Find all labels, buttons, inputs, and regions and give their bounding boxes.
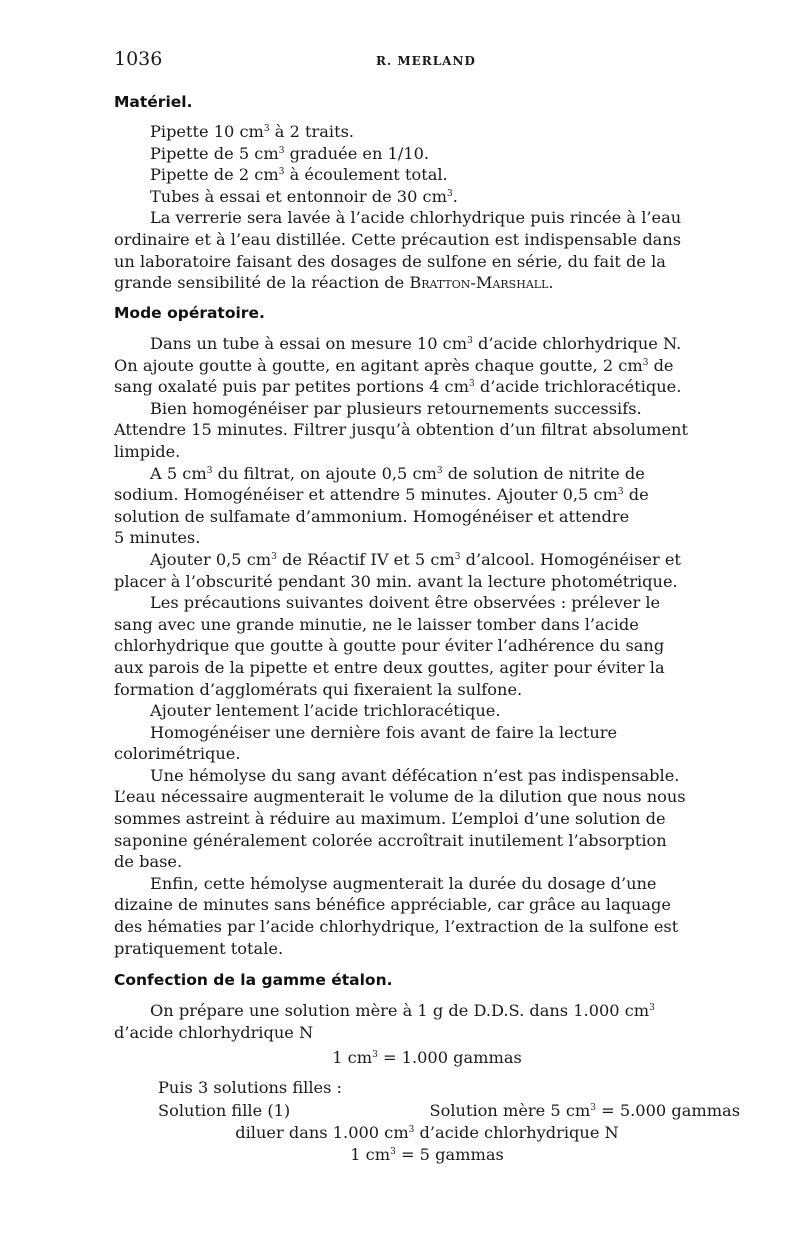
paragraph-line: solution de sulfamate d’ammonium. Homogénéiser et attendre: [114, 506, 630, 526]
paragraph-line: Puis 3 solutions filles :: [158, 1077, 342, 1097]
paragraph-line: Une hémolyse du sang avant défécation n’est pas indispensable.: [150, 765, 680, 785]
paragraph-line: sodium. Homogénéiser et attendre 5 minutes. Ajouter 0,5 $cm^3$ de: [114, 485, 649, 505]
paragraph-line: Ajouter lentement l’acide trichloracétique.: [150, 701, 501, 721]
paragraph-line: saponine généralement colorée accroîtrait inutilement l’absorption: [114, 830, 667, 850]
paragraph-line: A 5 $cm^3$ du filtrat, on ajoute 0,5 $cm^3$ de solution de nitrite de: [150, 463, 645, 483]
page-number: 1036: [114, 48, 163, 70]
paragraph-line: La verrerie sera lavée à l’acide chlorhydrique puis rincée à l’eau: [150, 208, 682, 228]
paragraph-line: des hématies par l’acide chlorhydrique, l’extraction de la sulfone est: [114, 917, 679, 937]
solution-fille-label: Solution fille (1): [158, 1101, 291, 1121]
paragraph-line: chlorhydrique que goutte à goutte pour éviter l’adhérence du sang: [114, 636, 665, 656]
paragraph-line: pratiquement totale.: [114, 938, 284, 958]
paragraph-line: Dans un tube à essai on mesure 10 $cm^3$ d’acide chlorhydrique N.: [150, 334, 682, 353]
equation: 1 $cm^3 = 5$ gammas: [350, 1144, 504, 1164]
paragraph-line: dizaine de minutes sans bénéfice appréciable, car grâce au laquage: [114, 895, 671, 915]
paragraph-line: Bien homogénéiser par plusieurs retournements successifs.: [150, 398, 642, 418]
running-head: R. MERLAND: [376, 54, 476, 68]
paragraph-line: Attendre 15 minutes. Filtrer jusqu’à obtention d’un filtrat absolument: [114, 420, 688, 440]
paragraph-line: Enfin, cette hémolyse augmenterait la durée du dosage d’une: [150, 873, 657, 893]
paragraph-line: d’acide chlorhydrique N: [114, 1022, 314, 1042]
equation: 1 $cm^3 = 1.000$ gammas: [332, 1048, 522, 1068]
author-name: Bratton-Marshall: [409, 273, 549, 293]
paragraph-line: On prépare une solution mère à 1 g de D.D.S. dans 1.000 $cm^3$: [150, 1001, 655, 1020]
solution-fille-row: [114, 1100, 740, 1122]
section-heading-mode-operatoire: Mode opératoire.: [114, 304, 265, 322]
paragraph-line: placer à l’obscurité pendant 30 min. avant la lecture photométrique.: [114, 571, 678, 591]
paragraph-line: 5 minutes.: [114, 528, 201, 548]
paragraph-line: sang avec une grande minutie, ne le laisser tomber dans l’acide: [114, 614, 639, 634]
paragraph-line: Homogénéiser une dernière fois avant de faire la lecture: [150, 722, 618, 742]
paragraph-line: formation d’agglomérats qui fixeraient la sulfone.: [114, 679, 523, 699]
paragraph-line: Ajouter 0,5 $cm^3$ de Réactif IV et 5 $cm^3$ d’alcool. Homogénéiser et: [150, 549, 681, 569]
mode-operatoire-body: [114, 333, 740, 959]
page-header: [114, 48, 744, 76]
paragraph-line: sommes astreint à réduire au maximum. L’emploi d’une solution de: [114, 809, 666, 829]
paragraph-line: sang oxalaté puis par petites portions 4 $cm^3$ d’acide trichloracétique.: [114, 377, 682, 397]
list-item: Tubes à essai et entonnoir de 30 $cm^3$.: [150, 186, 458, 206]
list-item: Pipette 10 $cm^3$ à 2 traits.: [150, 122, 355, 141]
list-item: Pipette de 2 $cm^3$ à écoulement total.: [150, 165, 448, 185]
paragraph-line: colorimétrique.: [114, 744, 241, 764]
paragraph-line: limpide.: [114, 441, 181, 461]
dilution-line: diluer dans 1.000 $cm^3$ d’acide chlorhydrique N: [235, 1123, 619, 1143]
list-item: Pipette de 5 $cm^3$ graduée en 1/10.: [150, 143, 430, 163]
solution-mere-value: Solution mère 5 $cm^3 = 5.000$ gammas: [429, 1101, 740, 1121]
materiel-list: [114, 121, 740, 294]
paragraph-line: L’eau nécessaire augmenterait le volume de la dilution que nous nous: [114, 787, 686, 807]
gamme-etalon-body: [114, 1000, 740, 1166]
paragraph-line: grande sensibilité de la réaction de Bratton-Marshall.: [114, 273, 554, 293]
paragraph-line: aux parois de la pipette et entre deux gouttes, agiter pour éviter la: [114, 657, 665, 677]
section-heading-materiel: Matériel.: [114, 93, 193, 111]
section-heading-gamme-etalon: Confection de la gamme étalon.: [114, 971, 393, 989]
paragraph-line: ordinaire et à l’eau distillée. Cette précaution est indispensable dans: [114, 229, 682, 249]
paragraph-line: Les précautions suivantes doivent être observées : prélever le: [150, 593, 661, 613]
paragraph-line: un laboratoire faisant des dosages de sulfone en série, du fait de la: [114, 251, 666, 271]
paragraph-line: de base.: [114, 852, 183, 872]
paragraph-line: On ajoute goutte à goutte, en agitant après chaque goutte, 2 $cm^3$ de: [114, 355, 674, 375]
